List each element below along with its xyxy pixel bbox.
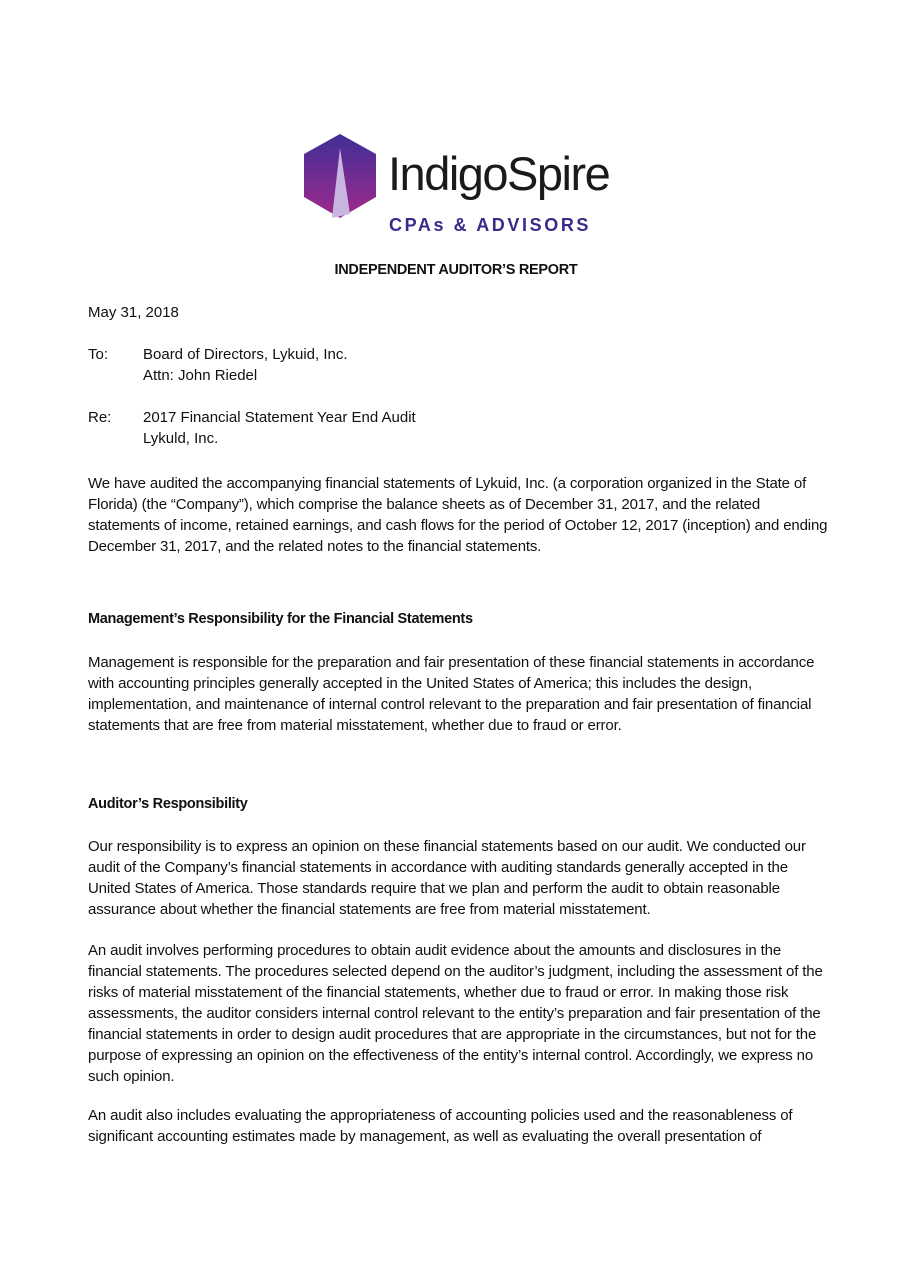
section-heading-management: Management’s Responsibility for the Financial Statements <box>88 611 473 627</box>
company-logo <box>300 132 620 242</box>
logo-tagline: CPAs & ADVISORS <box>389 215 592 235</box>
section-heading-auditor: Auditor’s Responsibility <box>88 796 248 812</box>
hexagon-spire-icon <box>302 134 378 218</box>
auditor-paragraph-3: An audit also includes evaluating the appropriateness of accounting policies used and the reasonableness of significant accounting estimates made by management, as well as evaluating the overall presentation of <box>88 1107 793 1145</box>
subject-line-2: Lykuld, Inc. <box>143 430 219 447</box>
management-paragraph: Management is responsible for the preparation and fair presentation of these financial statements in accordance with accounting principles generally accepted in the United States of America; this includes the design, implementation, and maintenance of internal control relevant to the preparation and fair presentation of financial statements that are free from material misstatement, whether due to fraud or error. <box>88 654 815 734</box>
auditor-paragraph-1: Our responsibility is to express an opinion on these financial statements based on our audit. We conducted our audit of the Company’s financial statements in accordance with auditing standards generally accepted in the United States of America. Those standards require that we plan and perform the audit to obtain reasonable assurance about whether the financial statements are free from material misstatement. <box>88 838 806 918</box>
subject-line-1: 2017 Financial Statement Year End Audit <box>143 409 416 426</box>
recipient-line-2: Attn: John Riedel <box>143 367 258 384</box>
auditor-paragraph-2: An audit involves performing procedures to obtain audit evidence about the amounts and disclosures in the financial statements. The procedures selected depend on the auditor’s judgment, including the assessment of the risks of material misstatement of the financial statements, whether due to fraud or error. In making those risk assessments, the auditor considers internal control relevant to the entity’s preparation and fair presentation of the financial statements in order to design audit procedures that are appropriate in the circumstances, but not for the purpose of expressing an opinion on the effectiveness of the entity’s internal control. Accordingly, we express no such opinion. <box>88 942 823 1085</box>
report-date: May 31, 2018 <box>88 304 179 321</box>
report-title: INDEPENDENT AUDITOR’S REPORT <box>334 262 578 278</box>
to-label: To: <box>88 346 109 363</box>
intro-paragraph: We have audited the accompanying financial statements of Lykuid, Inc. (a corporation organized in the State of Florida) (the “Company”), which comprise the balance sheets as of December 31, 2017, and the related statements of income, retained earnings, and cash flows for the period of October 12, 2017 (inception) and ending December 31, 2017, and the related notes to the financial statements. <box>88 475 828 555</box>
re-label: Re: <box>88 409 112 426</box>
recipient-line-1: Board of Directors, Lykuid, Inc. <box>143 346 348 363</box>
logo-name: IndigoSpire <box>388 147 610 200</box>
